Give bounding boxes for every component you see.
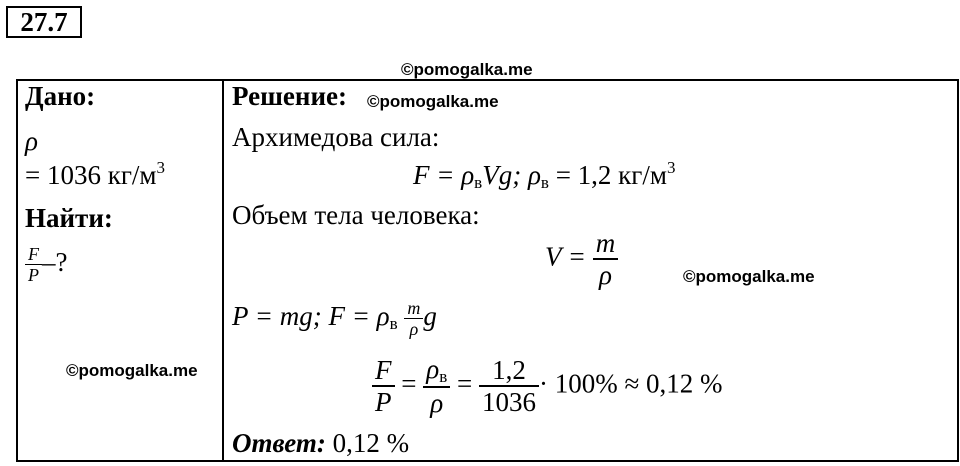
weight-force-equation: P = mg; $F = \rho_в$ $\frac{m}{\rho}$ g [232,298,437,340]
mass-density-fraction: $\frac{m}{\rho}$ [404,298,423,339]
given-rho-value: = 1036 $кг/м^3$ [25,158,166,190]
archimedes-equation: $F = \rho_вVg$; $\rho_в = 1,2$ $кг/м^3$ [413,158,676,192]
find-fraction: $\frac{F}{P}$ [25,244,42,285]
volume-equation: V = $\frac{m}{\rho}$ [545,228,618,290]
given-rho-symbol: ρ [25,126,38,156]
answer-line: Ответ: 0,12 % [232,428,410,458]
volume-label: Объем тела человека: [232,200,480,230]
density-ratio-fraction: $\frac{\rho_в}{\rho}$ [423,354,450,418]
solution-header: Решение: [232,81,347,111]
given-header: Дано: [25,81,96,111]
watermark-right: ©pomogalka.me [683,267,815,286]
watermark-left: ©pomogalka.me [66,361,198,380]
problem-number: 27.7 [6,6,82,38]
numeric-fraction: $\frac{1,2}{1036}$ [479,355,539,417]
volume-fraction: $\frac{m}{\rho}$ [593,228,619,290]
find-header: Найти: [25,203,113,233]
find-quantity: $\frac{F}{P}$ –? [25,244,67,285]
column-divider [222,79,224,462]
ratio-fraction: $\frac{F}{P}$ [372,355,395,417]
archimedes-label: Архимедова сила: [232,122,440,152]
watermark-top: ©pomogalka.me [401,60,533,79]
watermark-header: ©pomogalka.me [367,92,499,111]
ratio-equation: $\frac{F}{P}$ = $\frac{\rho_в}{\rho}$ = $\frac{1,2}{1036}$ · 100% ≈ 0,12 % [372,354,723,418]
